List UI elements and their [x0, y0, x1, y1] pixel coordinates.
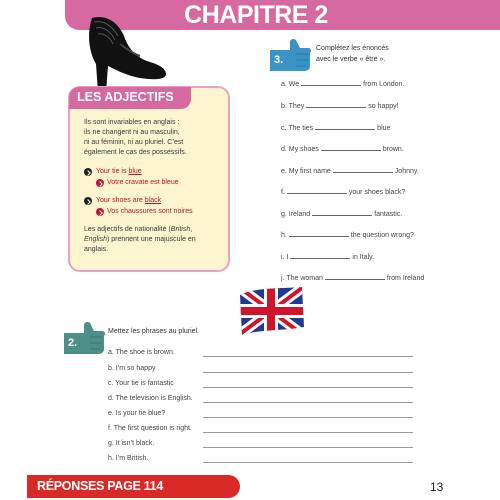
exercise-2-item-d: d. The television is English.	[108, 395, 193, 402]
adjectives-intro-line-2: ils ne changent ni au masculin,	[84, 129, 180, 136]
exercise-3-item-h: h. the question wrong?	[281, 232, 414, 239]
answer-blank[interactable]	[301, 79, 361, 86]
exercise-2-item-e: e. Is your tie blue?	[108, 410, 166, 417]
exercise-2-number: 2.	[68, 337, 78, 349]
bullet-arrow-icon	[84, 197, 92, 205]
adjectives-intro-line-3: ni au féminin, ni au pluriel. C’est	[84, 139, 184, 146]
exercise-2-item-c: c. Your tie is fantastic	[108, 380, 174, 387]
example-2-english: Your shoes are black	[96, 197, 162, 204]
bullet-arrow-icon	[84, 168, 92, 176]
answer-blank[interactable]	[289, 230, 349, 237]
answer-line[interactable]	[203, 462, 413, 463]
exercise-3-item-e: e. My first name Johnny.	[281, 168, 419, 175]
pointing-hand-icon	[266, 38, 312, 72]
adjectives-intro-line-1: Ils sont invariables en anglais :	[84, 119, 180, 126]
nationality-note-line-2: English) prennent une majuscule en	[84, 236, 196, 243]
exercise-3-item-c: c. The ties blue	[281, 125, 391, 132]
bullet-arrow-icon	[96, 208, 104, 216]
adjectives-header-label: LES ADJECTIFS	[77, 90, 174, 104]
answers-banner	[27, 475, 240, 498]
answer-blank[interactable]	[333, 166, 393, 173]
exercise-3-item-i: i. I in Italy.	[281, 254, 375, 261]
exercise-3-item-d: d. My shoes brown.	[281, 146, 404, 153]
exercise-3-instruction-line-2: avec le verbe « être ».	[316, 56, 386, 63]
exercise-2-item-f: f. The first question is right.	[108, 425, 192, 432]
exercise-3-item-g: g. Ireland fantastic.	[281, 211, 403, 218]
answer-blank[interactable]	[321, 144, 381, 151]
answer-line[interactable]	[203, 447, 413, 448]
answers-label: RÉPONSES PAGE 114	[37, 479, 163, 493]
answer-blank[interactable]	[312, 209, 372, 216]
answer-blank[interactable]	[287, 187, 347, 194]
exercise-3-instruction-line-1: Complétez les énoncés	[316, 45, 389, 52]
page-number: 13	[430, 480, 444, 494]
example-1-english: Your tie is blue	[96, 168, 142, 175]
example-2-french: Vos chaussures sont noires	[107, 208, 193, 215]
chapter-title: CHAPITRE 2	[184, 1, 328, 29]
exercise-3-item-j: j. The woman from Ireland	[281, 275, 425, 282]
exercise-2-item-h: h. I’m British.	[108, 455, 149, 462]
answer-line[interactable]	[203, 387, 413, 388]
answer-line[interactable]	[203, 356, 413, 357]
exercise-3-item-a: a. We from London.	[281, 81, 405, 88]
adjectives-intro-line-4: également le cas des possessifs.	[84, 149, 187, 156]
high-heel-shoe-icon	[84, 14, 170, 94]
answer-line[interactable]	[203, 372, 413, 373]
exercise-3-number: 3.	[274, 54, 284, 66]
adjectives-header	[69, 87, 191, 109]
exercise-3-item-f: f. your shoes black?	[281, 189, 406, 196]
uk-flag-icon	[236, 285, 306, 337]
answer-line[interactable]	[203, 417, 413, 418]
answer-blank[interactable]	[325, 273, 385, 280]
bullet-arrow-icon	[96, 179, 104, 187]
answer-blank[interactable]	[290, 252, 350, 259]
answer-line[interactable]	[203, 432, 413, 433]
nationality-note-line-1: Les adjectifs de nationalité (British,	[84, 226, 193, 233]
exercise-3-item-b: b. They so happy!	[281, 103, 399, 110]
exercise-2-item-a: a. The shoe is brown.	[108, 349, 175, 356]
answer-line[interactable]	[203, 402, 413, 403]
example-1-french: Votre cravate est bleue	[107, 179, 179, 186]
exercise-2-instruction: Mettez les phrases au pluriel.	[108, 328, 200, 335]
pointing-hand-icon	[60, 321, 106, 355]
answer-blank[interactable]	[306, 101, 366, 108]
answer-blank[interactable]	[315, 123, 375, 130]
nationality-note-line-3: anglais.	[84, 246, 109, 253]
exercise-2-item-g: g. It isn’t black.	[108, 440, 155, 447]
exercise-2-item-b: b. I’m so happy	[108, 365, 156, 372]
